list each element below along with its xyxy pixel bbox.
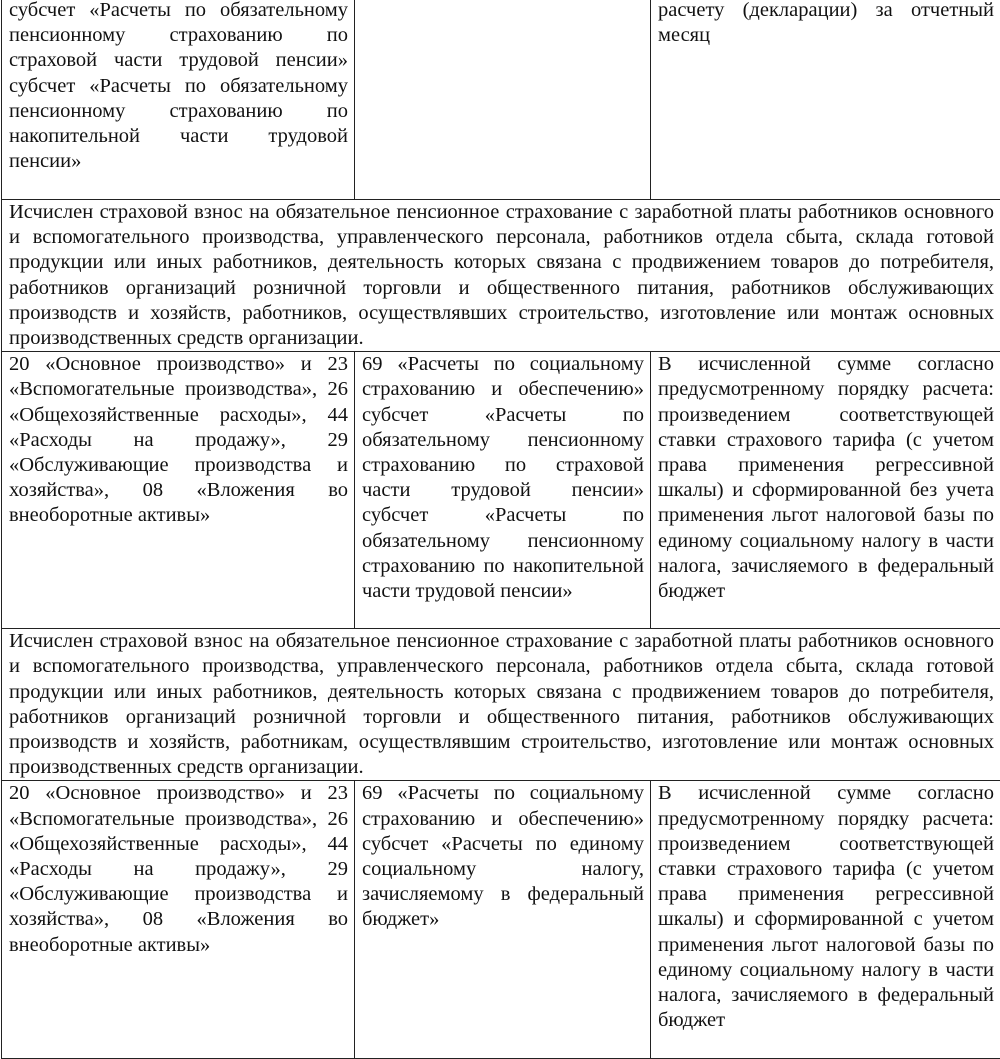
debit-account-cell: 20 «Основное производство» и 23 «Вспомогательные производства», 26 «Общехозяйственные расходы», 44 «Расходы на продажу», 29 «Обслуживающие производства и хозяйства», 08 «Вложения во внеоборотные активы» [2, 781, 355, 1059]
amount-description-cell: В исчисленной сумме согласно предусмотренному порядку расчета: произведением соответствующей ставки страхового тарифа (с учетом права применения регрессивной шкалы) и сформированной с учетом применения льгот налоговой базы по единому социальному налогу в части налога, зачисляемого в федеральный бюджет [651, 781, 1000, 1059]
debit-account-cell: субсчет «Расчеты по обязательному пенсионному страхованию по страховой части трудовой пенсии» субсчет «Расчеты по обязательному пенсионному страхованию по накопительной части трудовой пенсии» [2, 0, 355, 200]
table-row [2, 781, 1000, 1059]
operation-description-cell: Исчислен страховой взнос на обязательное пенсионное страхование с заработной платы работников основного и вспомогательного производства, управленческого персонала, работников отдела сбыта, склада готовой продукции или иных работников, деятельность которых связана с продвижением товаров до потребителя, работников организаций розничной торговли и общественного питания, работников обслуживающих производств и хозяйств, работникам, осуществлявшим строительство, изготовление или монтаж основных производственных средств организации. [2, 629, 1000, 781]
credit-account-cell: 69 «Расчеты по социальному страхованию и обеспечению» субсчет «Расчеты по единому социальному налогу, зачисляемому в федеральный бюджет» [355, 781, 651, 1059]
debit-account-cell: 20 «Основное производство» и 23 «Вспомогательные производства», 26 «Общехозяйственные расходы», 44 «Расходы на продажу», 29 «Обслуживающие производства и хозяйства», 08 «Вложения во внеоборотные активы» [2, 352, 355, 629]
table-row [2, 0, 1000, 200]
credit-account-cell [355, 0, 651, 200]
credit-account-cell: 69 «Расчеты по социальному страхованию и обеспечению» субсчет «Расчеты по обязательному пенсионному страхованию по страховой части трудовой пенсии» субсчет «Расчеты по обязательному пенсионному страхованию по накопительной части трудовой пенсии» [355, 352, 651, 629]
amount-description-cell: В исчисленной сумме согласно предусмотренному порядку расчета: произведением соответствующей ставки страхового тарифа (с учетом права применения регрессивной шкалы) и сформированной без учета применения льгот налоговой базы по единому социальному налогу в части налога, зачисляемого в федеральный бюджет [651, 352, 1000, 629]
amount-description-cell: расчету (декларации) за отчетный месяц [651, 0, 1000, 200]
table-row [2, 629, 1000, 781]
accounting-entries-table [1, 0, 1000, 1059]
operation-description-cell: Исчислен страховой взнос на обязательное пенсионное страхование с заработной платы работников основного и вспомогательного производства, управленческого персонала, работников отдела сбыта, склада готовой продукции или иных работников, деятельность которых связана с продвижением товаров до потребителя, работников организаций розничной торговли и общественного питания, работников обслуживающих производств и хозяйств, работников, осуществлявших строительство, изготовление или монтаж основных производственных средств организации. [2, 200, 1000, 352]
table-row [2, 352, 1000, 629]
table-row [2, 200, 1000, 352]
